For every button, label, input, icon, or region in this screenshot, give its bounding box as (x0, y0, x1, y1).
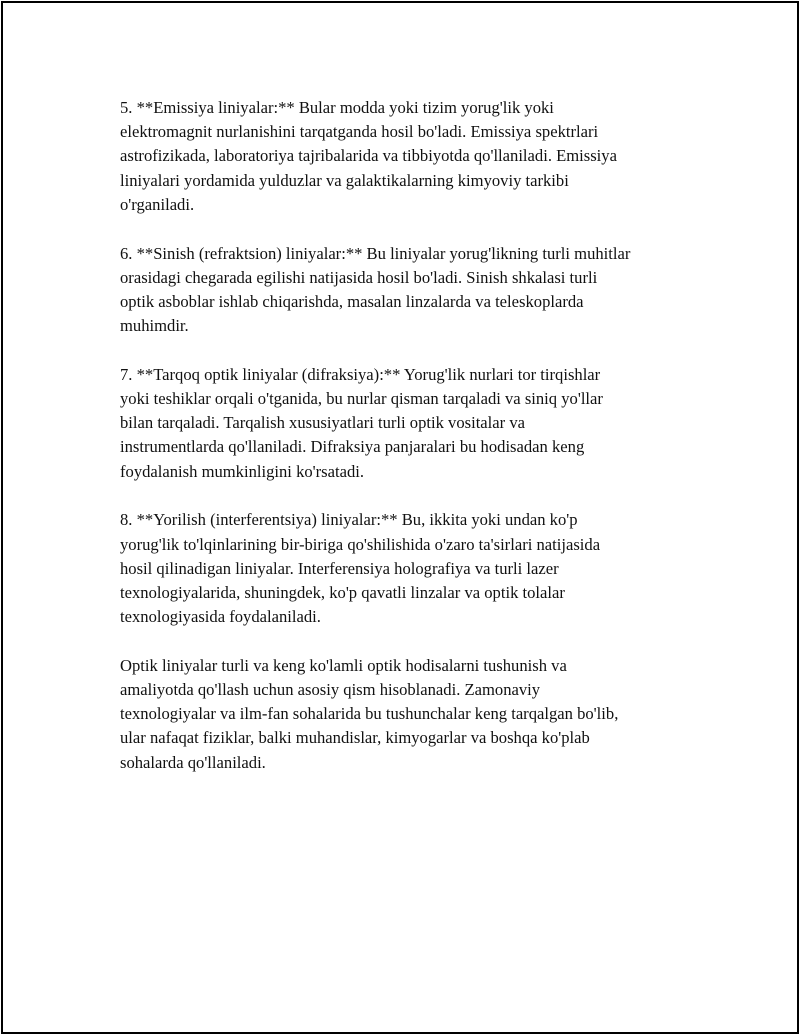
text-line: yorug'lik to'lqinlarining bir-biriga qo'shilishida o'zaro ta'sirlari natijasida (120, 534, 601, 554)
text-line: amaliyotda qo'llash uchun asosiy qism hisoblanadi. Zamonaviy (120, 680, 541, 700)
page-frame (1, 1, 799, 1034)
text-line: optik asboblar ishlab chiqarishda, masalan linzalarda va teleskoplarda (120, 291, 584, 311)
text-line: o'rganiladi. (120, 194, 195, 214)
text-line: texnologiyalarida, shuningdek, ko'p qavatli linzalar va optik tolalar (120, 582, 565, 602)
text-line: hosil qilinadigan liniyalar. Interferensiya holografiya va turli lazer (120, 558, 559, 578)
text-line: foydalanish mumkinligini ko'rsatadi. (120, 461, 365, 481)
text-line: 7. **Tarqoq optik liniyalar (difraksiya):** Yorug'lik nurlari tor tirqishlar (120, 364, 601, 384)
text-line: instrumentlarda qo'llaniladi. Difraksiya panjaralari bu hodisadan keng (120, 437, 585, 457)
paragraph-refraction-lines (120, 242, 700, 339)
text-line: texnologiyasida foydalaniladi. (120, 607, 321, 627)
paragraph-diffraction-lines (120, 363, 700, 484)
text-line: 8. **Yorilish (interferentsiya) liniyalar:** Bu, ikkita yoki undan ko'p (120, 510, 578, 530)
document-body (120, 96, 700, 799)
text-line: liniyalari yordamida yulduzlar va galaktikalarning kimyoviy tarkibi (120, 170, 569, 190)
text-line: elektromagnit nurlanishini tarqatganda hosil bo'ladi. Emissiya spektrlari (120, 122, 599, 142)
text-line: muhimdir. (120, 316, 189, 336)
text-line: yoki teshiklar orqali o'tganida, bu nurlar qisman tarqaladi va siniq yo'llar (120, 389, 603, 409)
text-line: bilan tarqaladi. Tarqalish xususiyatlari turli optik vositalar va (120, 413, 525, 433)
text-line: 5. **Emissiya liniyalar:** Bular modda yoki tizim yorug'lik yoki (120, 98, 554, 117)
text-line: sohalarda qo'llaniladi. (120, 752, 266, 772)
text-line: Optik liniyalar turli va keng ko'lamli optik hodisalarni tushunish va (120, 655, 567, 675)
text-line: 6. **Sinish (refraktsion) liniyalar:** Bu liniyalar yorug'likning turli muhitlar (120, 243, 631, 263)
paragraph-conclusion (120, 654, 700, 775)
text-line: astrofizikada, laboratoriya tajribalarida va tibbiyotda qo'llaniladi. Emissiya (120, 146, 617, 166)
text-line: orasidagi chegarada egilishi natijasida hosil bo'ladi. Sinish shkalasi turli (120, 267, 598, 287)
paragraph-emission-lines (120, 96, 700, 217)
text-line: texnologiyalar va ilm-fan sohalarida bu tushunchalar keng tarqalgan bo'lib, (120, 704, 619, 724)
paragraph-interference-lines (120, 508, 700, 629)
text-line: ular nafaqat fiziklar, balki muhandislar, kimyogarlar va boshqa ko'plab (120, 728, 590, 748)
